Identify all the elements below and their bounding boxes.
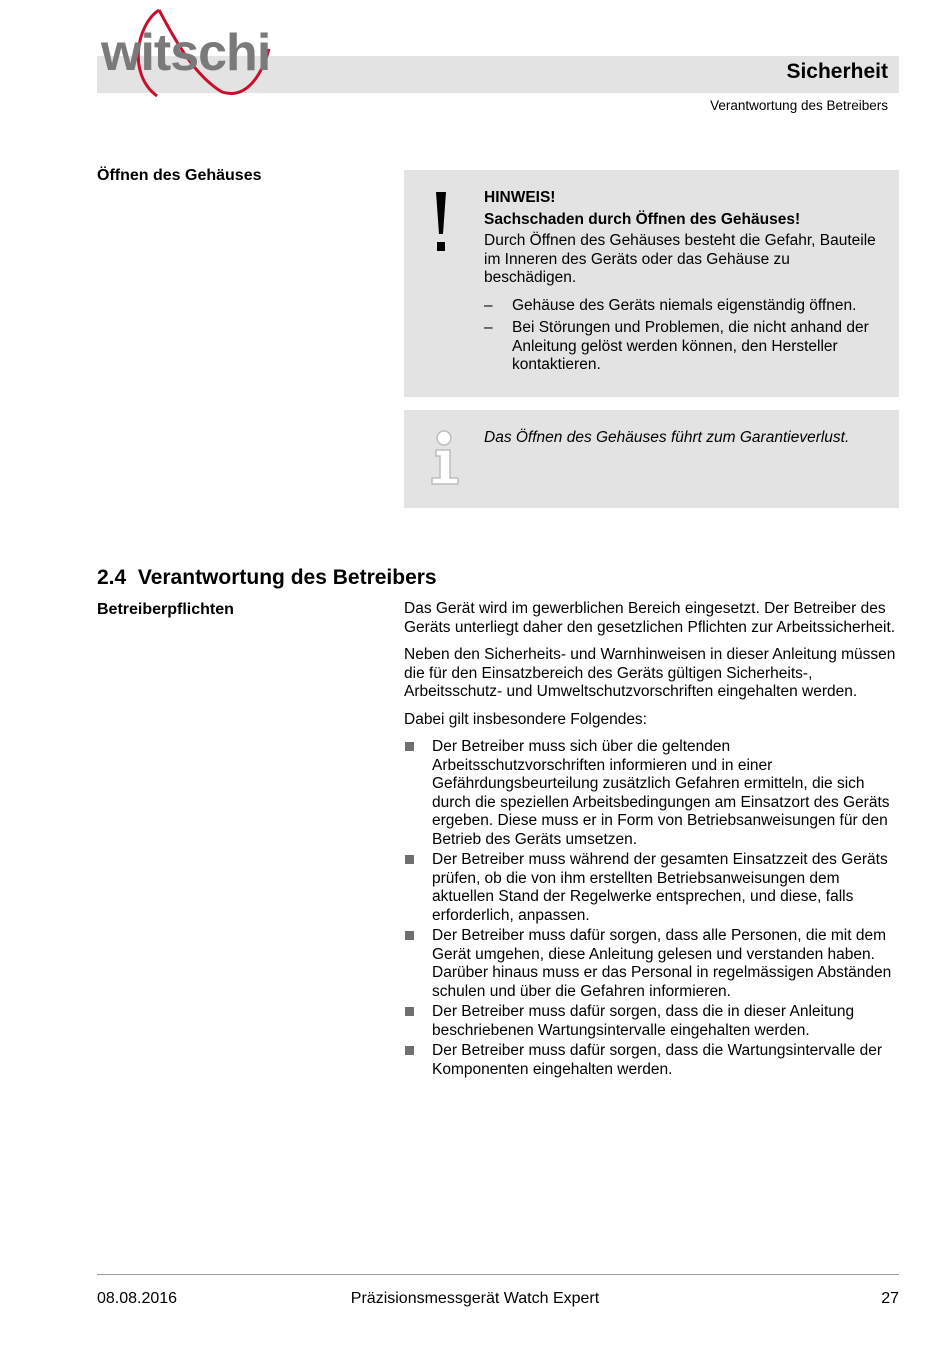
- page-number: 27: [881, 1290, 899, 1307]
- bullet-square-icon: [405, 1007, 414, 1016]
- info-icon: [426, 428, 466, 488]
- notice-list-item-text: Bei Störungen und Problemen, die nicht anhand der Anleitung gelöst werden können, den Hersteller kontaktieren.: [512, 319, 869, 373]
- side-heading-open-case: Öffnen des Gehäuses: [97, 167, 262, 184]
- list-item: [404, 738, 899, 849]
- info-text: Das Öffnen des Gehäuses führt zum Garantieverlust.: [484, 429, 850, 446]
- dash-marker: –: [484, 319, 493, 336]
- page-subsection-title: Verantwortung des Betreibers: [710, 98, 888, 113]
- footer-divider: [97, 1274, 899, 1275]
- bullet-square-icon: [405, 855, 414, 864]
- bullet-square-icon: [405, 931, 414, 940]
- list-item: [404, 1042, 899, 1079]
- notice-list-item: [484, 319, 885, 375]
- footer-product: Präzisionsmessgerät Watch Expert: [350, 1290, 600, 1307]
- logo-text: witschi: [101, 24, 271, 82]
- paragraph: Dabei gilt insbesondere Folgendes:: [404, 710, 647, 728]
- side-heading-operator-duties: Betreiberpflichten: [97, 601, 234, 618]
- info-box: [404, 410, 899, 508]
- notice-list: [484, 297, 885, 375]
- bullet-square-icon: [405, 742, 414, 751]
- list-item-text: Der Betreiber muss dafür sorgen, dass die in dieser Anleitung beschriebenen Wartungsintervalle eingehalten werden.: [432, 1003, 855, 1039]
- paragraph: Das Gerät wird im gewerblichen Bereich eingesetzt. Der Betreiber des Geräts unterliegt daher den gesetzlichen Pflichten zur Arbeitssicherheit.: [404, 600, 896, 636]
- notice-list-item-text: Gehäuse des Geräts niemals eigenständig öffnen.: [512, 296, 857, 314]
- section-heading: 2.4 Verantwortung des Betreibers: [97, 566, 437, 589]
- list-item-text: Der Betreiber muss dafür sorgen, dass alle Personen, die mit dem Gerät umgehen, diese Anleitung gelesen und verstanden haben. Darüber hinaus muss er das Personal in regelmässigen Abständen schulen und über die Gefahren informieren.: [432, 927, 892, 1000]
- notice-label: HINWEIS!: [484, 189, 556, 206]
- witschi-logo: [97, 4, 277, 100]
- exclamation-icon: [432, 190, 450, 260]
- list-item-text: Der Betreiber muss sich über die geltenden Arbeitsschutzvorschriften informieren und in einer Gefährdungsbeurteilung zusätzlich Gefahren ermitteln, die sich durch die speziellen Arbeitsbedingungen am Einsatzort des Geräts ergeben. Diese muss er in Form von Betriebsanweisungen für den Betrieb des Geräts umsetzen.: [432, 738, 890, 848]
- paragraph: Neben den Sicherheits- und Warnhinweisen in dieser Anleitung müssen die für den Einsatzbereich des Geräts gültigen Sicherheits-, Arbeitsschutz- und Umweltschutzvorschriften eingehalten werden.: [404, 646, 896, 700]
- bullet-square-icon: [405, 1046, 414, 1055]
- notice-title: Sachschaden durch Öffnen des Gehäuses!: [484, 210, 801, 228]
- notice-box: [404, 170, 899, 397]
- list-item-text: Der Betreiber muss dafür sorgen, dass die Wartungsintervalle der Komponenten eingehalten werden.: [432, 1042, 882, 1078]
- footer-date: 08.08.2016: [97, 1290, 178, 1307]
- operator-duties-body: [404, 600, 899, 1081]
- notice-list-item: [484, 297, 885, 316]
- list-item: [404, 927, 899, 1001]
- dash-marker: –: [484, 296, 493, 314]
- page-section-title: Sicherheit: [786, 60, 888, 83]
- list-item: [404, 851, 899, 925]
- notice-text: Durch Öffnen des Gehäuses besteht die Gefahr, Bauteile im Inneren des Geräts oder das Gehäuse zu beschädigen.: [484, 232, 876, 286]
- list-item: [404, 1003, 899, 1040]
- duties-list: [404, 738, 899, 1079]
- list-item-text: Der Betreiber muss während der gesamten Einsatzzeit des Geräts prüfen, ob die von ihm erstellten Betriebsanweisungen dem aktuellen Stand der Regelwerke entsprechen, und diese, falls erforderlich, anpassen.: [432, 851, 888, 924]
